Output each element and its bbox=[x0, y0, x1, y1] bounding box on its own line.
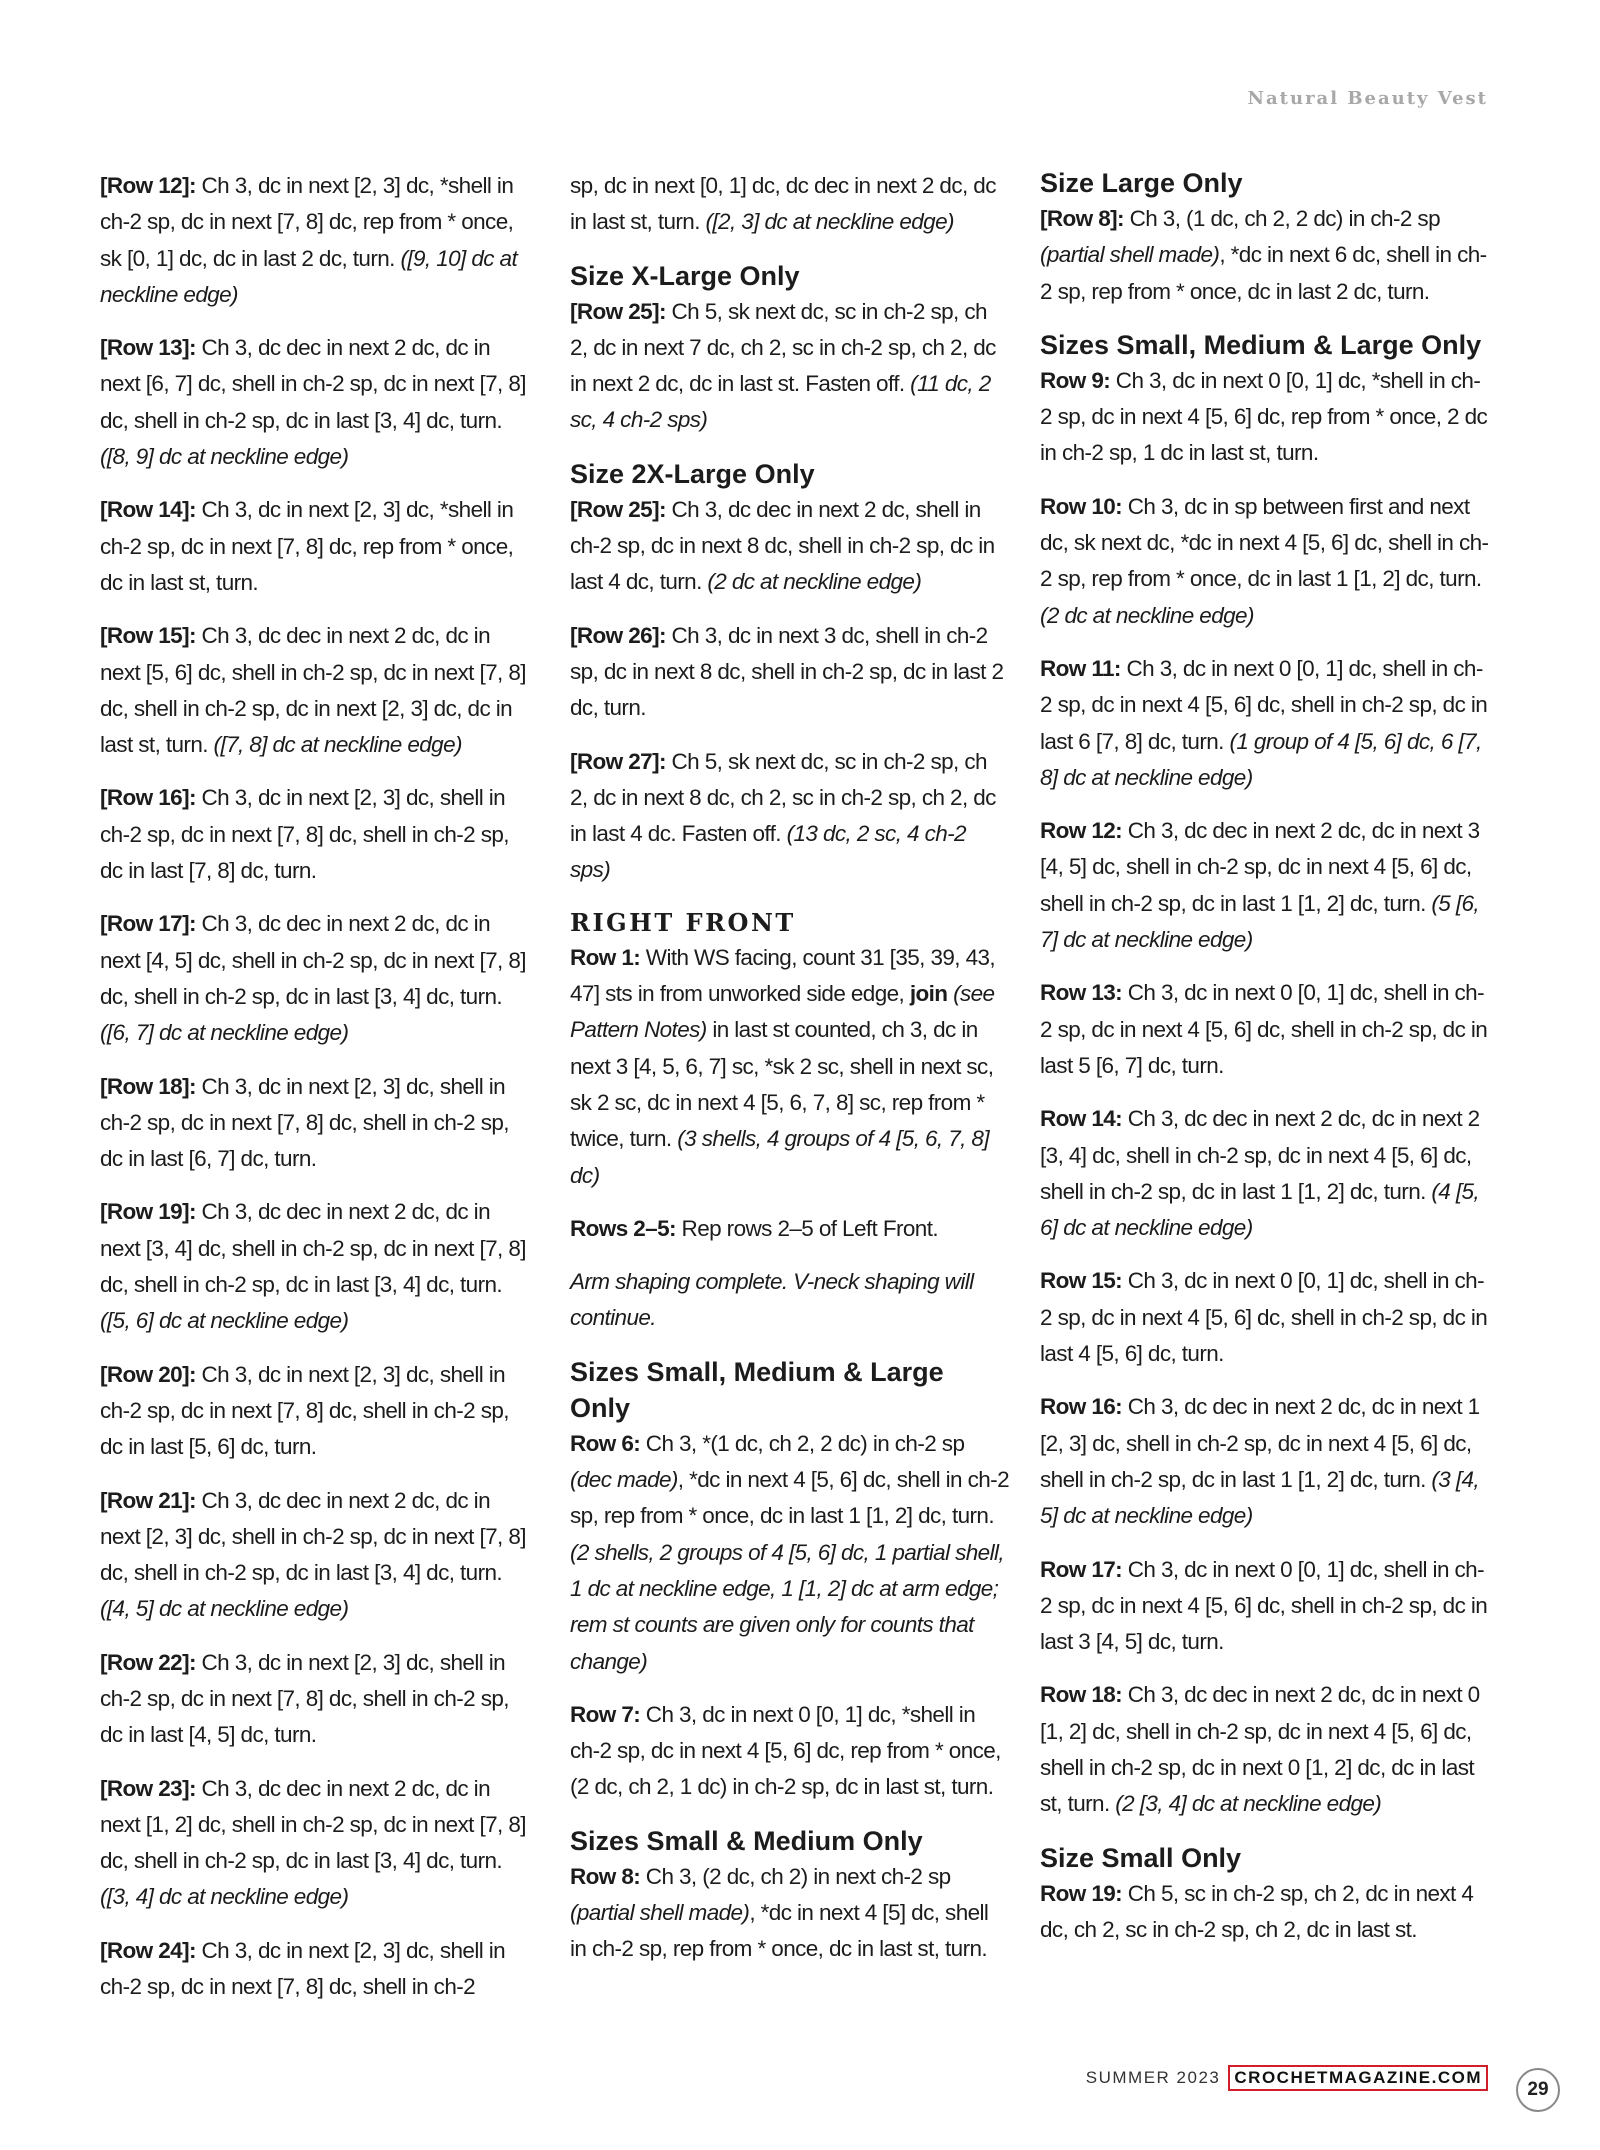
row-text: Ch 3, dc in next 0 [0, 1] dc, shell in ch-2 sp, dc in next 4 [5, 6] dc, shell in ch-2 sp, dc in last 6 [7, 8] dc, turn. bbox=[1040, 655, 1488, 754]
row-text: in last st counted, ch 3, dc in next 3 [4, 5, 6, 7] sc, *sk 2 sc, shell in next sc, sk 2 sc, dc in next 4 [5, 6, 7, 8] sc, rep from * twice, turn. bbox=[570, 1017, 994, 1152]
instruction-row bbox=[570, 744, 1010, 889]
row-text: Ch 3, (2 dc, ch 2) in next ch-2 sp bbox=[640, 1863, 951, 1889]
row-count-note: (3 [4, 5] dc at neckline edge) bbox=[1040, 1466, 1480, 1529]
row-text: , *dc in next 6 dc, shell in ch-2 sp, rep from * once, dc in last 2 dc, turn. bbox=[1040, 242, 1487, 304]
row-count-note: (13 dc, 2 sc, 4 ch-2 sps) bbox=[570, 821, 966, 883]
size-heading: Size X-Large Only bbox=[570, 260, 800, 291]
row-count-note: (2 dc at neckline edge) bbox=[1040, 602, 1254, 628]
row-count-note: ([5, 6] dc at neckline edge) bbox=[100, 1308, 349, 1334]
row-count-note: (11 dc, 2 sc, 4 ch-2 sps) bbox=[570, 371, 991, 433]
instruction-row bbox=[100, 1194, 535, 1339]
row-text: Ch 5, sk next dc, sc in ch-2 sp, ch 2, dc in next 7 dc, ch 2, sc in ch-2 sp, ch 2, dc in next 2 dc, dc in last st. Fasten off. bbox=[570, 298, 996, 397]
row-text: Ch 3, dc in next 3 dc, shell in ch-2 sp, dc in next 8 dc, shell in ch-2 sp, dc in last 2 dc, turn. bbox=[570, 622, 1004, 721]
row-text: Ch 3, dc in next 0 [0, 1] dc, shell in ch-2 sp, dc in next 4 [5, 6] dc, shell in ch-2 sp, dc in last 3 [4, 5] dc, turn. bbox=[1040, 1556, 1488, 1655]
running-header: Natural Beauty Vest bbox=[1247, 88, 1488, 109]
row-note: (see Pattern Notes) bbox=[570, 981, 995, 1043]
instruction-row bbox=[100, 1483, 535, 1628]
row-label: [Row 19]: bbox=[100, 1199, 196, 1225]
instruction-row bbox=[100, 1357, 535, 1466]
row-text: Ch 3, dc dec in next 2 dc, dc in next [3, 4] dc, shell in ch-2 sp, dc in next [7, 8] dc, shell in ch-2 sp, dc in last [3, 4] dc, turn. bbox=[100, 1199, 526, 1298]
row-count-note: (2 shells, 2 groups of 4 [5, 6] dc, 1 partial shell, 1 dc at neckline edge, 1 [1, 2] dc at arm edge; rem st counts are given only for counts that change) bbox=[570, 1539, 1005, 1674]
row-text: With WS facing, count 31 [35, 39, 43, 47] sts in from unworked side edge, bbox=[570, 944, 996, 1007]
row-label: [Row 22]: bbox=[100, 1649, 196, 1675]
row-text: Ch 3, dc in next [2, 3] dc, shell in ch-2 sp, dc in next [7, 8] dc, shell in ch-2 sp, dc in last [7, 8] dc, turn. bbox=[100, 785, 509, 884]
instruction-row bbox=[1040, 1677, 1490, 1822]
row-count-note: (5 [6, 7] dc at neckline edge) bbox=[1040, 890, 1480, 953]
instruction-row bbox=[100, 1645, 535, 1754]
text-column-left bbox=[100, 168, 535, 2022]
row-text: Ch 3, dc dec in next 2 dc, dc in next [1, 2] dc, shell in ch-2 sp, dc in next [7, 8] dc, shell in ch-2 sp, dc in last [3, 4] dc, turn. bbox=[100, 1775, 526, 1874]
page-number: 29 bbox=[1516, 2068, 1560, 2112]
instruction-row bbox=[570, 168, 1010, 241]
instruction-row bbox=[1040, 1263, 1490, 1372]
instruction-row bbox=[570, 1426, 1010, 1680]
row-note: (dec made) bbox=[570, 1467, 678, 1493]
text-column-middle bbox=[570, 168, 1010, 1985]
section-heading: RIGHT FRONT bbox=[570, 907, 796, 937]
row-count-note: ([6, 7] dc at neckline edge) bbox=[100, 1020, 349, 1046]
instruction-row bbox=[1040, 489, 1490, 634]
row-label: [Row 18]: bbox=[100, 1073, 196, 1099]
instruction-row bbox=[1040, 1101, 1490, 1246]
row-label: Row 19: bbox=[1040, 1880, 1123, 1906]
row-label: [Row 17]: bbox=[100, 911, 196, 937]
row-text: Ch 3, dc dec in next 2 dc, dc in next 3 [4, 5] dc, shell in ch-2 sp, dc in next 4 [5, 6] dc, shell in ch-2 sp, dc in last 1 [1, 2] dc, turn. bbox=[1040, 818, 1480, 916]
row-text: Ch 3, dc in sp between first and next dc, sk next dc, *dc in next 4 [5, 6] dc, shell in ch-2 sp, rep from * once, dc in last 1 [1, 2] dc, turn. bbox=[1040, 493, 1489, 592]
size-heading: Size Small Only bbox=[1040, 1842, 1242, 1873]
instruction-row bbox=[100, 906, 535, 1051]
instruction-row bbox=[570, 618, 1010, 727]
row-label: Row 8: bbox=[570, 1863, 641, 1889]
instruction-row bbox=[100, 168, 535, 313]
instruction-row bbox=[1040, 1876, 1490, 1949]
row-label: Row 18: bbox=[1040, 1682, 1123, 1708]
row-text: Rep rows 2–5 of Left Front. bbox=[675, 1215, 938, 1241]
row-text: Ch 3, dc in next [2, 3] dc, *shell in ch-2 sp, dc in next [7, 8] dc, rep from * once, sk [0, 1] dc, dc in last 2 dc, turn. bbox=[100, 173, 514, 271]
row-text: Ch 3, dc in next 0 [0, 1] dc, shell in ch-2 sp, dc in next 4 [5, 6] dc, shell in ch-2 sp, dc in last 5 [6, 7] dc, turn. bbox=[1040, 980, 1488, 1078]
row-label: Rows 2–5: bbox=[570, 1215, 676, 1241]
text-column-right bbox=[1040, 165, 1490, 1965]
row-label: [Row 26]: bbox=[570, 622, 666, 648]
row-count-note: (3 shells, 4 groups of 4 [5, 6, 7, 8] dc) bbox=[570, 1126, 989, 1188]
row-text: Ch 5, sc in ch-2 sp, ch 2, dc in next 4 dc, ch 2, sc in ch-2 sp, ch 2, dc in last st. bbox=[1040, 1880, 1474, 1942]
row-count-note: (1 group of 4 [5, 6] dc, 6 [7, 8] dc at neckline edge) bbox=[1040, 728, 1482, 790]
row-count-note: Arm shaping complete. V-neck shaping will continue. bbox=[570, 1269, 974, 1331]
instruction-row bbox=[100, 1771, 535, 1916]
row-label: [Row 13]: bbox=[100, 335, 196, 361]
row-text: Ch 3, dc dec in next 2 dc, dc in next [5, 6] dc, shell in ch-2 sp, dc in next [7, 8] dc, shell in ch-2 sp, dc in next [2, 3] dc, dc in last st, turn. bbox=[100, 623, 526, 758]
instruction-row bbox=[100, 618, 535, 763]
row-text: Ch 3, dc in next 0 [0, 1] dc, shell in ch-2 sp, dc in next 4 [5, 6] dc, shell in ch-2 sp, dc in last 4 [5, 6] dc, turn. bbox=[1040, 1268, 1488, 1367]
row-text: Ch 3, dc dec in next 2 dc, dc in next 2 [3, 4] dc, shell in ch-2 sp, dc in next 4 [5, 6] dc, shell in ch-2 sp, dc in last 1 [1, 2] dc, turn. bbox=[1040, 1106, 1480, 1204]
page-footer bbox=[1086, 2065, 1488, 2091]
instruction-row bbox=[1040, 201, 1490, 310]
row-text: Ch 3, dc dec in next 2 dc, dc in next [2, 3] dc, shell in ch-2 sp, dc in next [7, 8] dc, shell in ch-2 sp, dc in last [3, 4] dc, turn. bbox=[100, 1487, 526, 1586]
size-heading: Sizes Small & Medium Only bbox=[570, 1825, 923, 1856]
instruction-row bbox=[100, 330, 535, 475]
instruction-row bbox=[100, 1069, 535, 1178]
instruction-row bbox=[570, 1211, 1010, 1247]
row-label: Row 6: bbox=[570, 1430, 641, 1456]
row-count-note: ([8, 9] dc at neckline edge) bbox=[100, 444, 349, 470]
row-count-note: ([4, 5] dc at neckline edge) bbox=[100, 1596, 349, 1622]
size-heading: Sizes Small, Medium & Large Only bbox=[1040, 329, 1482, 360]
row-text: sp, dc in next [0, 1] dc, dc dec in next 2 dc, dc in last st, turn. bbox=[570, 173, 996, 235]
row-count-note: ([3, 4] dc at neckline edge) bbox=[100, 1884, 349, 1910]
issue-date: SUMMER 2023 bbox=[1085, 2068, 1221, 2087]
row-label: [Row 16]: bbox=[100, 785, 196, 811]
row-label: Row 1: bbox=[570, 944, 641, 970]
row-label: Row 16: bbox=[1040, 1394, 1123, 1420]
instruction-row bbox=[100, 780, 535, 889]
row-label: Row 11: bbox=[1040, 655, 1121, 681]
row-label: Row 9: bbox=[1040, 367, 1111, 393]
instruction-row bbox=[1040, 975, 1490, 1084]
row-label: Row 15: bbox=[1040, 1268, 1123, 1294]
row-text: Ch 3, dc in next [2, 3] dc, shell in ch-2 sp, dc in next [7, 8] dc, shell in ch-2 sp, dc in last [6, 7] dc, turn. bbox=[100, 1073, 509, 1172]
row-emphasis: join bbox=[909, 981, 948, 1007]
row-label: [Row 20]: bbox=[100, 1361, 196, 1387]
row-label: [Row 8]: bbox=[1040, 206, 1124, 231]
row-label: Row 10: bbox=[1040, 493, 1123, 519]
row-text: Ch 3, dc in next [2, 3] dc, shell in ch-2 sp, dc in next [7, 8] dc, shell in ch-2 sp, dc in last [5, 6] dc, turn. bbox=[100, 1361, 509, 1460]
row-count-note: (4 [5, 6] dc at neckline edge) bbox=[1040, 1178, 1480, 1241]
row-label: Row 13: bbox=[1040, 980, 1123, 1006]
row-label: Row 14: bbox=[1040, 1106, 1123, 1132]
size-heading: Size Large Only bbox=[1040, 168, 1243, 198]
row-label: [Row 14]: bbox=[100, 497, 196, 523]
row-label: [Row 21]: bbox=[100, 1487, 196, 1513]
instruction-row bbox=[1040, 363, 1490, 472]
row-text: Ch 3, dc in next [2, 3] dc, *shell in ch-2 sp, dc in next [7, 8] dc, rep from * once, dc in last st, turn. bbox=[100, 497, 514, 595]
row-count-note: ([9, 10] dc at neckline edge) bbox=[100, 245, 518, 307]
instruction-row bbox=[100, 1933, 535, 2006]
row-label: [Row 12]: bbox=[100, 173, 196, 198]
row-label: [Row 23]: bbox=[100, 1775, 196, 1801]
instruction-row bbox=[570, 940, 1010, 1194]
row-label: [Row 25]: bbox=[570, 496, 666, 522]
row-count-note: (2 dc at neckline edge) bbox=[707, 569, 922, 595]
row-text: Ch 3, dc dec in next 2 dc, dc in next [6, 7] dc, shell in ch-2 sp, dc in next [7, 8] dc, shell in ch-2 sp, dc in last [3, 4] dc, turn. bbox=[100, 335, 526, 433]
instruction-row bbox=[570, 492, 1010, 601]
row-text: Ch 3, dc dec in next 2 dc, dc in next [4, 5] dc, shell in ch-2 sp, dc in next [7, 8] dc, shell in ch-2 sp, dc in last [3, 4] dc, turn. bbox=[100, 911, 526, 1009]
row-label: [Row 25]: bbox=[570, 298, 666, 324]
row-text: Ch 3, dc in next 0 [0, 1] dc, *shell in ch-2 sp, dc in next 4 [5, 6] dc, rep from * once, 2 dc in ch-2 sp, 1 dc in last st, turn. bbox=[1040, 367, 1488, 466]
row-text: Ch 3, dc dec in next 2 dc, dc in next 0 [1, 2] dc, shell in ch-2 sp, dc in next 4 [5, 6] dc, shell in ch-2 sp, dc in next 0 [1, 2] dc, dc in last st, turn. bbox=[1040, 1682, 1480, 1817]
row-label: [Row 24]: bbox=[100, 1937, 196, 1963]
row-text: , *dc in next 4 [5] dc, shell in ch-2 sp, rep from * once, dc in last st, turn. bbox=[570, 1899, 989, 1962]
row-text: Ch 3, *(1 dc, ch 2, 2 dc) in ch-2 sp bbox=[640, 1430, 965, 1456]
instruction-row bbox=[100, 492, 535, 601]
size-heading: Size 2X-Large Only bbox=[570, 458, 815, 489]
row-note: (partial shell made) bbox=[570, 1899, 750, 1925]
instruction-row bbox=[570, 1264, 1010, 1337]
row-label: Row 12: bbox=[1040, 818, 1123, 844]
instruction-row bbox=[570, 294, 1010, 439]
row-label: Row 7: bbox=[570, 1701, 641, 1727]
row-text: Ch 3, dc dec in next 2 dc, dc in next 1 [2, 3] dc, shell in ch-2 sp, dc in next 4 [5, 6] dc, shell in ch-2 sp, dc in last 1 [1, 2] dc, turn. bbox=[1040, 1394, 1480, 1492]
instruction-row bbox=[1040, 813, 1490, 958]
row-text: , *dc in next 4 [5, 6] dc, shell in ch-2 sp, rep from * once, dc in last 1 [1, 2] dc, turn. bbox=[570, 1467, 1009, 1529]
instruction-row bbox=[570, 1859, 1010, 1968]
row-text: Ch 3, dc in next 0 [0, 1] dc, *shell in ch-2 sp, dc in next 4 [5, 6] dc, rep from * once, (2 dc, ch 2, 1 dc) in ch-2 sp, dc in last st, turn. bbox=[570, 1701, 1001, 1800]
row-text: Ch 3, dc dec in next 2 dc, shell in ch-2 sp, dc in next 8 dc, shell in ch-2 sp, dc in last 4 dc, turn. bbox=[570, 496, 995, 595]
row-text: Ch 3, (1 dc, ch 2, 2 dc) in ch-2 sp bbox=[1123, 206, 1440, 231]
row-label: [Row 15]: bbox=[100, 623, 196, 649]
size-heading: Sizes Small, Medium & Large Only bbox=[570, 1356, 944, 1423]
website-link[interactable]: CROCHETMAGAZINE.COM bbox=[1228, 2065, 1488, 2091]
row-count-note: ([7, 8] dc at neckline edge) bbox=[213, 732, 462, 758]
instruction-row bbox=[1040, 1389, 1490, 1534]
instruction-row bbox=[1040, 651, 1490, 796]
instruction-row bbox=[570, 1697, 1010, 1806]
row-count-note: ([2, 3] dc at neckline edge) bbox=[705, 209, 954, 235]
row-text: Ch 5, sk next dc, sc in ch-2 sp, ch 2, dc in next 8 dc, ch 2, sc in ch-2 sp, ch 2, dc in last 4 dc. Fasten off. bbox=[570, 748, 996, 847]
row-text: Ch 3, dc in next [2, 3] dc, shell in ch-2 sp, dc in next [7, 8] dc, shell in ch-2 sp, dc in last [4, 5] dc, turn. bbox=[100, 1649, 509, 1748]
row-label: Row 17: bbox=[1040, 1556, 1123, 1582]
row-label: [Row 27]: bbox=[570, 748, 666, 774]
instruction-row bbox=[1040, 1552, 1490, 1661]
row-text: Ch 3, dc in next [2, 3] dc, shell in ch-2 sp, dc in next [7, 8] dc, shell in ch-2 bbox=[100, 1937, 506, 2000]
row-note: (partial shell made) bbox=[1040, 242, 1220, 268]
row-count-note: (2 [3, 4] dc at neckline edge) bbox=[1115, 1791, 1382, 1817]
